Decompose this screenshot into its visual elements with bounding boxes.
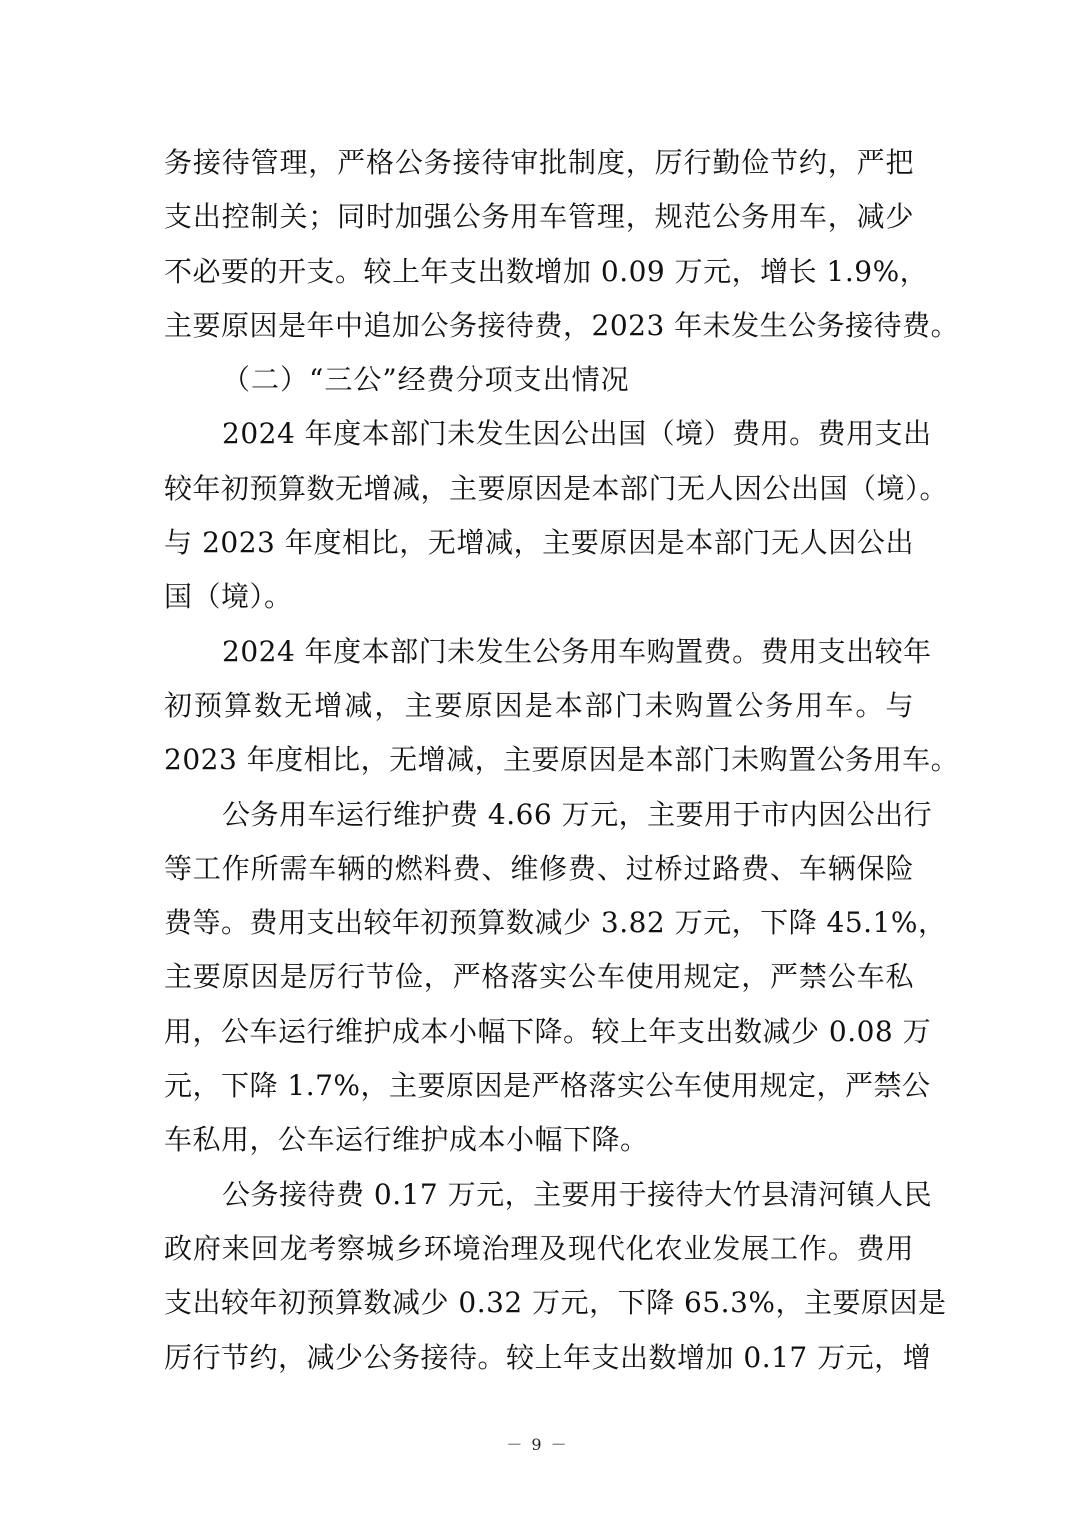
text-line: 公务接待费 0.17 万元，主要用于接待大竹县清河镇人民 <box>222 1177 933 1211</box>
text-line: 较年初预算数无增减，主要原因是本部门无人因公出国（境）。 <box>164 471 949 505</box>
text-line: 公务用车运行维护费 4.66 万元，主要用于市内因公出行 <box>222 797 933 831</box>
text-line: 元，下降 1.7%，主要原因是严格落实公车使用规定，严禁公 <box>164 1069 931 1103</box>
section-heading: （二）“三公”经费分项支出情况 <box>222 363 630 397</box>
text-line: 不必要的开支。较上年支出数增加 0.09 万元，增长 1.9%， <box>164 254 929 288</box>
text-line: 车私用，公车运行维护成本小幅下降。 <box>164 1123 649 1157</box>
text-line: 主要原因是厉行节俭，严格落实公车使用规定，严禁公车私 <box>164 960 914 994</box>
text-line: 支出控制关；同时加强公务用车管理，规范公务用车，减少 <box>164 200 914 234</box>
text-line: 政府来回龙考察城乡环境治理及现代化农业发展工作。费用 <box>164 1231 914 1265</box>
text-line: 支出较年初预算数减少 0.32 万元，下降 65.3%，主要原因是 <box>164 1286 947 1320</box>
text-line: 初预算数无增减，主要原因是本部门未购置公务用车。与 <box>164 688 914 722</box>
page-number: － 9 － <box>506 1435 569 1454</box>
text-line: 国（境）。 <box>164 580 293 614</box>
text-line: 2023 年度相比，无增减，主要原因是本部门未购置公务用车。 <box>164 743 960 777</box>
text-line: 2024 年度本部门未发生公务用车购置费。费用支出较年 <box>222 634 932 668</box>
text-line: 2024 年度本部门未发生因公出国（境）费用。费用支出 <box>222 417 932 451</box>
body-text <box>164 136 960 1385</box>
text-line: 主要原因是年中追加公务接待费，2023 年未发生公务接待费。 <box>164 308 960 342</box>
text-line: 厉行节约，减少公务接待。较上年支出数增加 0.17 万元，增 <box>164 1340 932 1374</box>
text-line: 与 2023 年度相比，无增减，主要原因是本部门无人因公出 <box>164 526 914 560</box>
text-line: 费等。费用支出较年初预算数减少 3.82 万元，下降 45.1%， <box>164 906 947 940</box>
text-line: 等工作所需车辆的燃料费、维修费、过桥过路费、车辆保险 <box>164 851 914 885</box>
text-line: 务接待管理，严格公务接待审批制度，厉行勤俭节约，严把 <box>164 146 914 179</box>
text-line: 用，公车运行维护成本小幅下降。较上年支出数减少 0.08 万 <box>164 1014 932 1048</box>
